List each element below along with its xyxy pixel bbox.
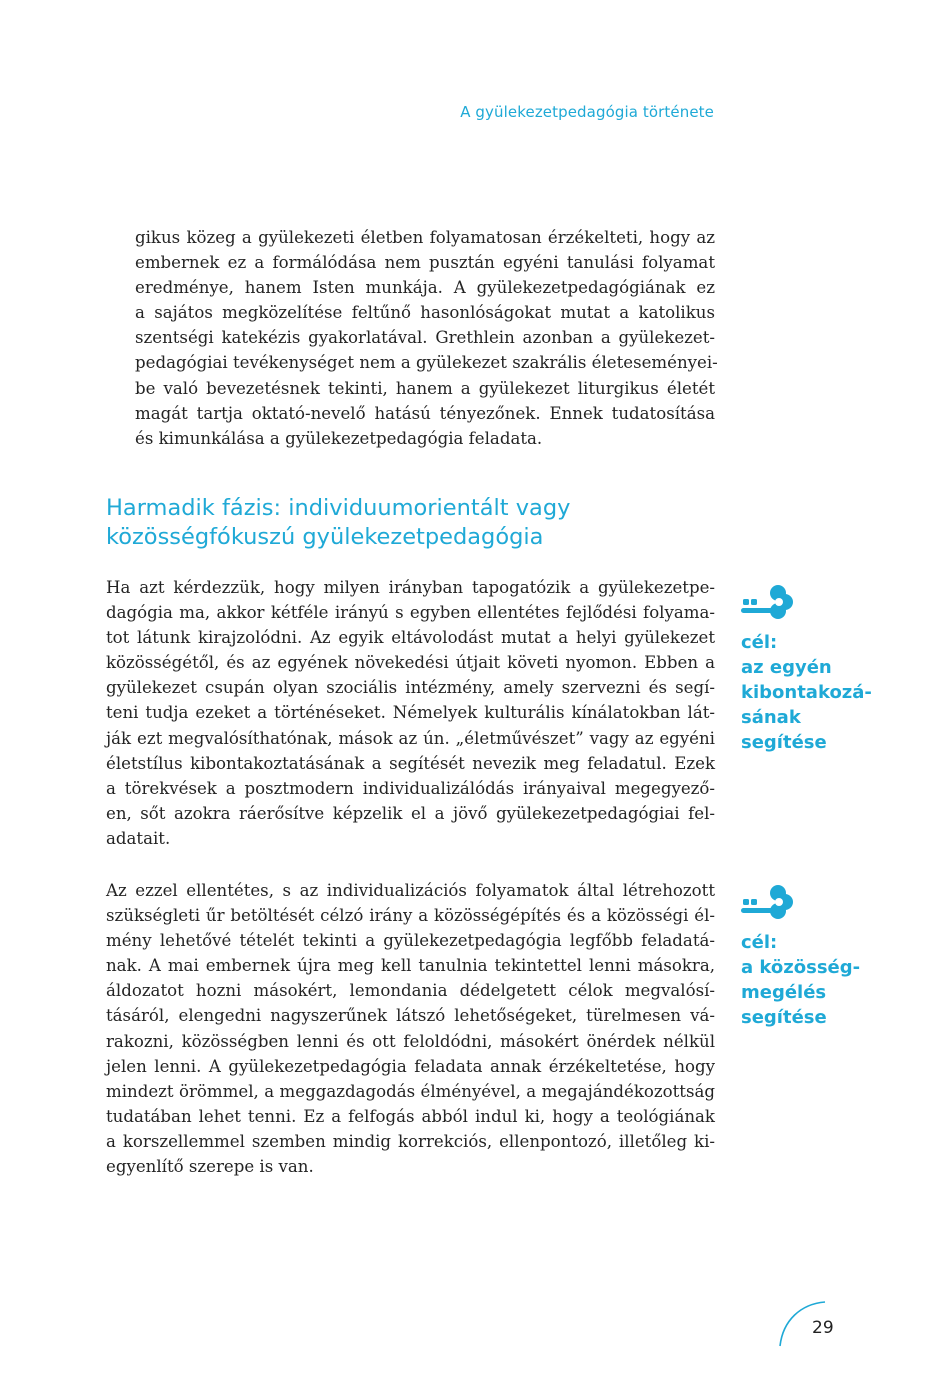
sidenote-line: az egyén [741, 657, 832, 678]
text-line: a sajátos megközelítése feltűnő hasonlóságokat mutat a katolikus [135, 303, 715, 323]
sidenote-text [741, 930, 891, 1030]
section-heading-line: közösségfókuszú gyülekezetpedagógia [106, 524, 544, 550]
key-icon [741, 882, 793, 922]
text-line: a törekvések a posztmodern individualizálódás irányaival megegyező- [106, 778, 715, 798]
text-line: rakozni, közösségben lenni és ott feloldódni, másokért önérdek nélkül [106, 1031, 715, 1051]
text-line: tudatában lehet tenni. Ez a felfogás abból indul ki, hogy a teológiának [106, 1106, 715, 1126]
text-line: teni tudja ezeket a történéseket. Némelyek kulturális kínálatokban lát- [106, 703, 715, 723]
text-line: áldozatot hozni másokért, lemondania dédelgetett célok megvalósí- [106, 981, 715, 1001]
text-line: tásáról, elengedni nagyszerűnek látszó lehetőségeket, türelmesen vá- [106, 1006, 715, 1026]
text-line: életstílus kibontakoztatásának a segítését nevezik meg feladatul. Ezek [106, 753, 715, 773]
section-heading-line: Harmadik fázis: individuumorientált vagy [106, 495, 571, 521]
sidenote-line: cél: [741, 632, 778, 653]
text-line: tot látunk kirajzolódni. Az egyik eltávolodást mutat a helyi gyülekezet [106, 628, 715, 648]
text-line: jelen lenni. A gyülekezetpedagógia feladata annak érzékeltetése, hogy [106, 1056, 715, 1076]
text-line: mindezt örömmel, a meggazdagodás élményével, a megajándékozottság [106, 1081, 715, 1101]
text-line: pedagógiai tevékenységet nem a gyülekezet szakrális életeseményei- [135, 353, 718, 373]
sidenote-line: cél: [741, 932, 778, 953]
text-line: gyülekezet csupán olyan szociális intézmény, amely szervezni és segí- [106, 678, 715, 698]
paragraph-individual-direction [106, 575, 715, 851]
text-line: gikus közeg a gyülekezeti életben folyamatosan érzékelteti, hogy az [135, 228, 715, 247]
sidenote-line: segítése [741, 732, 827, 753]
text-line: a korszellemmel szemben mindig korrekciós, ellenpontozó, illetőleg ki- [106, 1131, 715, 1151]
text-line: Az ezzel ellentétes, s az individualizációs folyamatok által létrehozott [106, 881, 715, 900]
key-icon [741, 582, 793, 622]
paragraph-community-direction [106, 878, 715, 1179]
text-line: ják ezt megvalósíthatónak, mások az ún. „életművészet” vagy az egyéni [106, 728, 715, 748]
text-line: embernek ez a formálódása nem pusztán egyéni tanulási folyamat [135, 253, 715, 273]
sidenote-line: kibontakozá- [741, 682, 872, 703]
text-line: szentségi katekézis gyakorlatával. Grethlein azonban a gyülekezet- [135, 328, 715, 348]
text-line: magát tartja oktató-nevelő hatású tényezőnek. Ennek tudatosítása [135, 403, 715, 423]
sidenote-individual-goal [741, 582, 891, 755]
sidenote-line: a közösség- [741, 957, 861, 978]
text-line: eredménye, hanem Isten munkája. A gyülekezetpedagógiának ez [135, 278, 715, 298]
running-header: A gyülekezetpedagógia története [460, 103, 714, 121]
text-line: be való bevezetésnek tekinti, hanem a gyülekezet liturgikus életét [135, 378, 715, 398]
sidenote-community-goal [741, 882, 891, 1030]
section-heading [106, 494, 666, 552]
text-line: dagógia ma, akkor kétféle irányú s egyben ellentétes fejlődési folyama- [106, 603, 715, 623]
text-line: szükségleti űr betöltését célzó irány a közösségépítés és a közösségi él- [106, 906, 715, 926]
sidenote-line: sának [741, 707, 801, 728]
text-line: egyenlítő szerepe is van. [106, 1157, 314, 1177]
sidenote-line: segítése [741, 1007, 827, 1028]
text-line: Ha azt kérdezzük, hogy milyen irányban tapogatózik a gyülekezetpe- [106, 578, 715, 597]
text-line: adatait. [106, 828, 171, 848]
sidenote-line: megélés [741, 982, 827, 1003]
text-line: en, sőt azokra ráerősítve képzelik el a jövő gyülekezetpedagógiai fel- [106, 803, 715, 823]
text-line: és kimunkálása a gyülekezetpedagógia feladata. [135, 428, 543, 448]
sidenote-text [741, 630, 891, 755]
text-line: közösségétől, és az egyének növekedési útjait követi nyomon. Ebben a [106, 653, 715, 673]
paragraph-continuation [135, 225, 718, 451]
page-number: 29 [812, 1318, 834, 1338]
text-line: mény lehetővé tételét tekinti a gyülekezetpedagógia legfőbb feladatá- [106, 931, 715, 951]
text-line: nak. A mai embernek újra meg kell tanulnia tekintettel lenni másokra, [106, 956, 715, 976]
